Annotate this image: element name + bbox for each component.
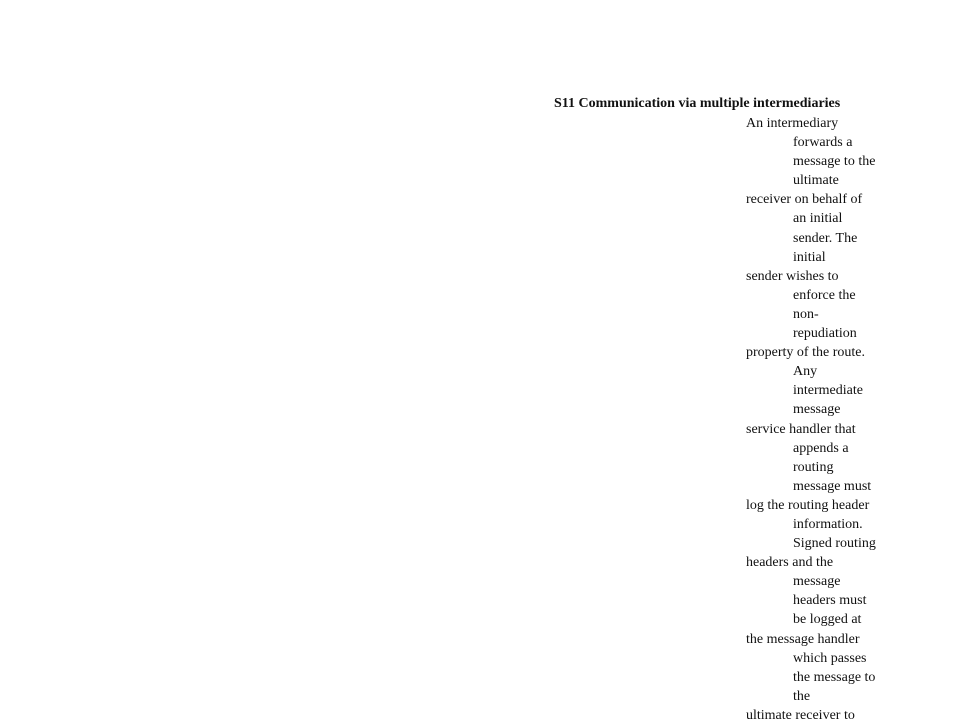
text-line: forwards a xyxy=(793,135,853,151)
text-line: receiver on behalf of xyxy=(746,192,863,208)
text-line: sender. The xyxy=(793,230,858,246)
text-line: message to the xyxy=(793,154,876,170)
text-line: headers must xyxy=(793,593,867,609)
text-line: the message handler xyxy=(746,631,860,647)
text-line: message must xyxy=(793,478,872,494)
text-line: log the routing header xyxy=(746,497,870,513)
text-line: non- xyxy=(793,306,819,322)
text-line: the xyxy=(793,688,811,704)
text-line: ultimate xyxy=(793,173,839,189)
text-line: An intermediary xyxy=(746,116,839,131)
text-line: intermediate xyxy=(793,383,863,399)
body-text-column xyxy=(746,114,946,720)
text-line: ultimate receiver to xyxy=(746,707,855,720)
text-line: an initial xyxy=(793,211,843,227)
text-line: Any xyxy=(793,364,818,380)
text-line: headers and the xyxy=(746,555,834,571)
text-line: information. xyxy=(793,516,863,532)
text-line: service handler that xyxy=(746,421,856,437)
text-line: the message to xyxy=(793,669,876,685)
text-line: property of the route. xyxy=(746,345,865,361)
text-line: which passes xyxy=(793,650,867,666)
text-line: initial xyxy=(793,249,826,265)
section-heading: S11 Communication via multiple intermediaries xyxy=(554,96,841,111)
text-line: message xyxy=(793,402,841,418)
text-line: be logged at xyxy=(793,612,862,628)
text-line: enforce the xyxy=(793,287,856,303)
text-line: sender wishes to xyxy=(746,268,839,284)
text-line: repudiation xyxy=(793,326,857,342)
text-line: message xyxy=(793,574,841,590)
text-line: appends a xyxy=(793,440,849,456)
text-line: routing xyxy=(793,459,834,475)
text-line: Signed routing xyxy=(793,536,876,552)
